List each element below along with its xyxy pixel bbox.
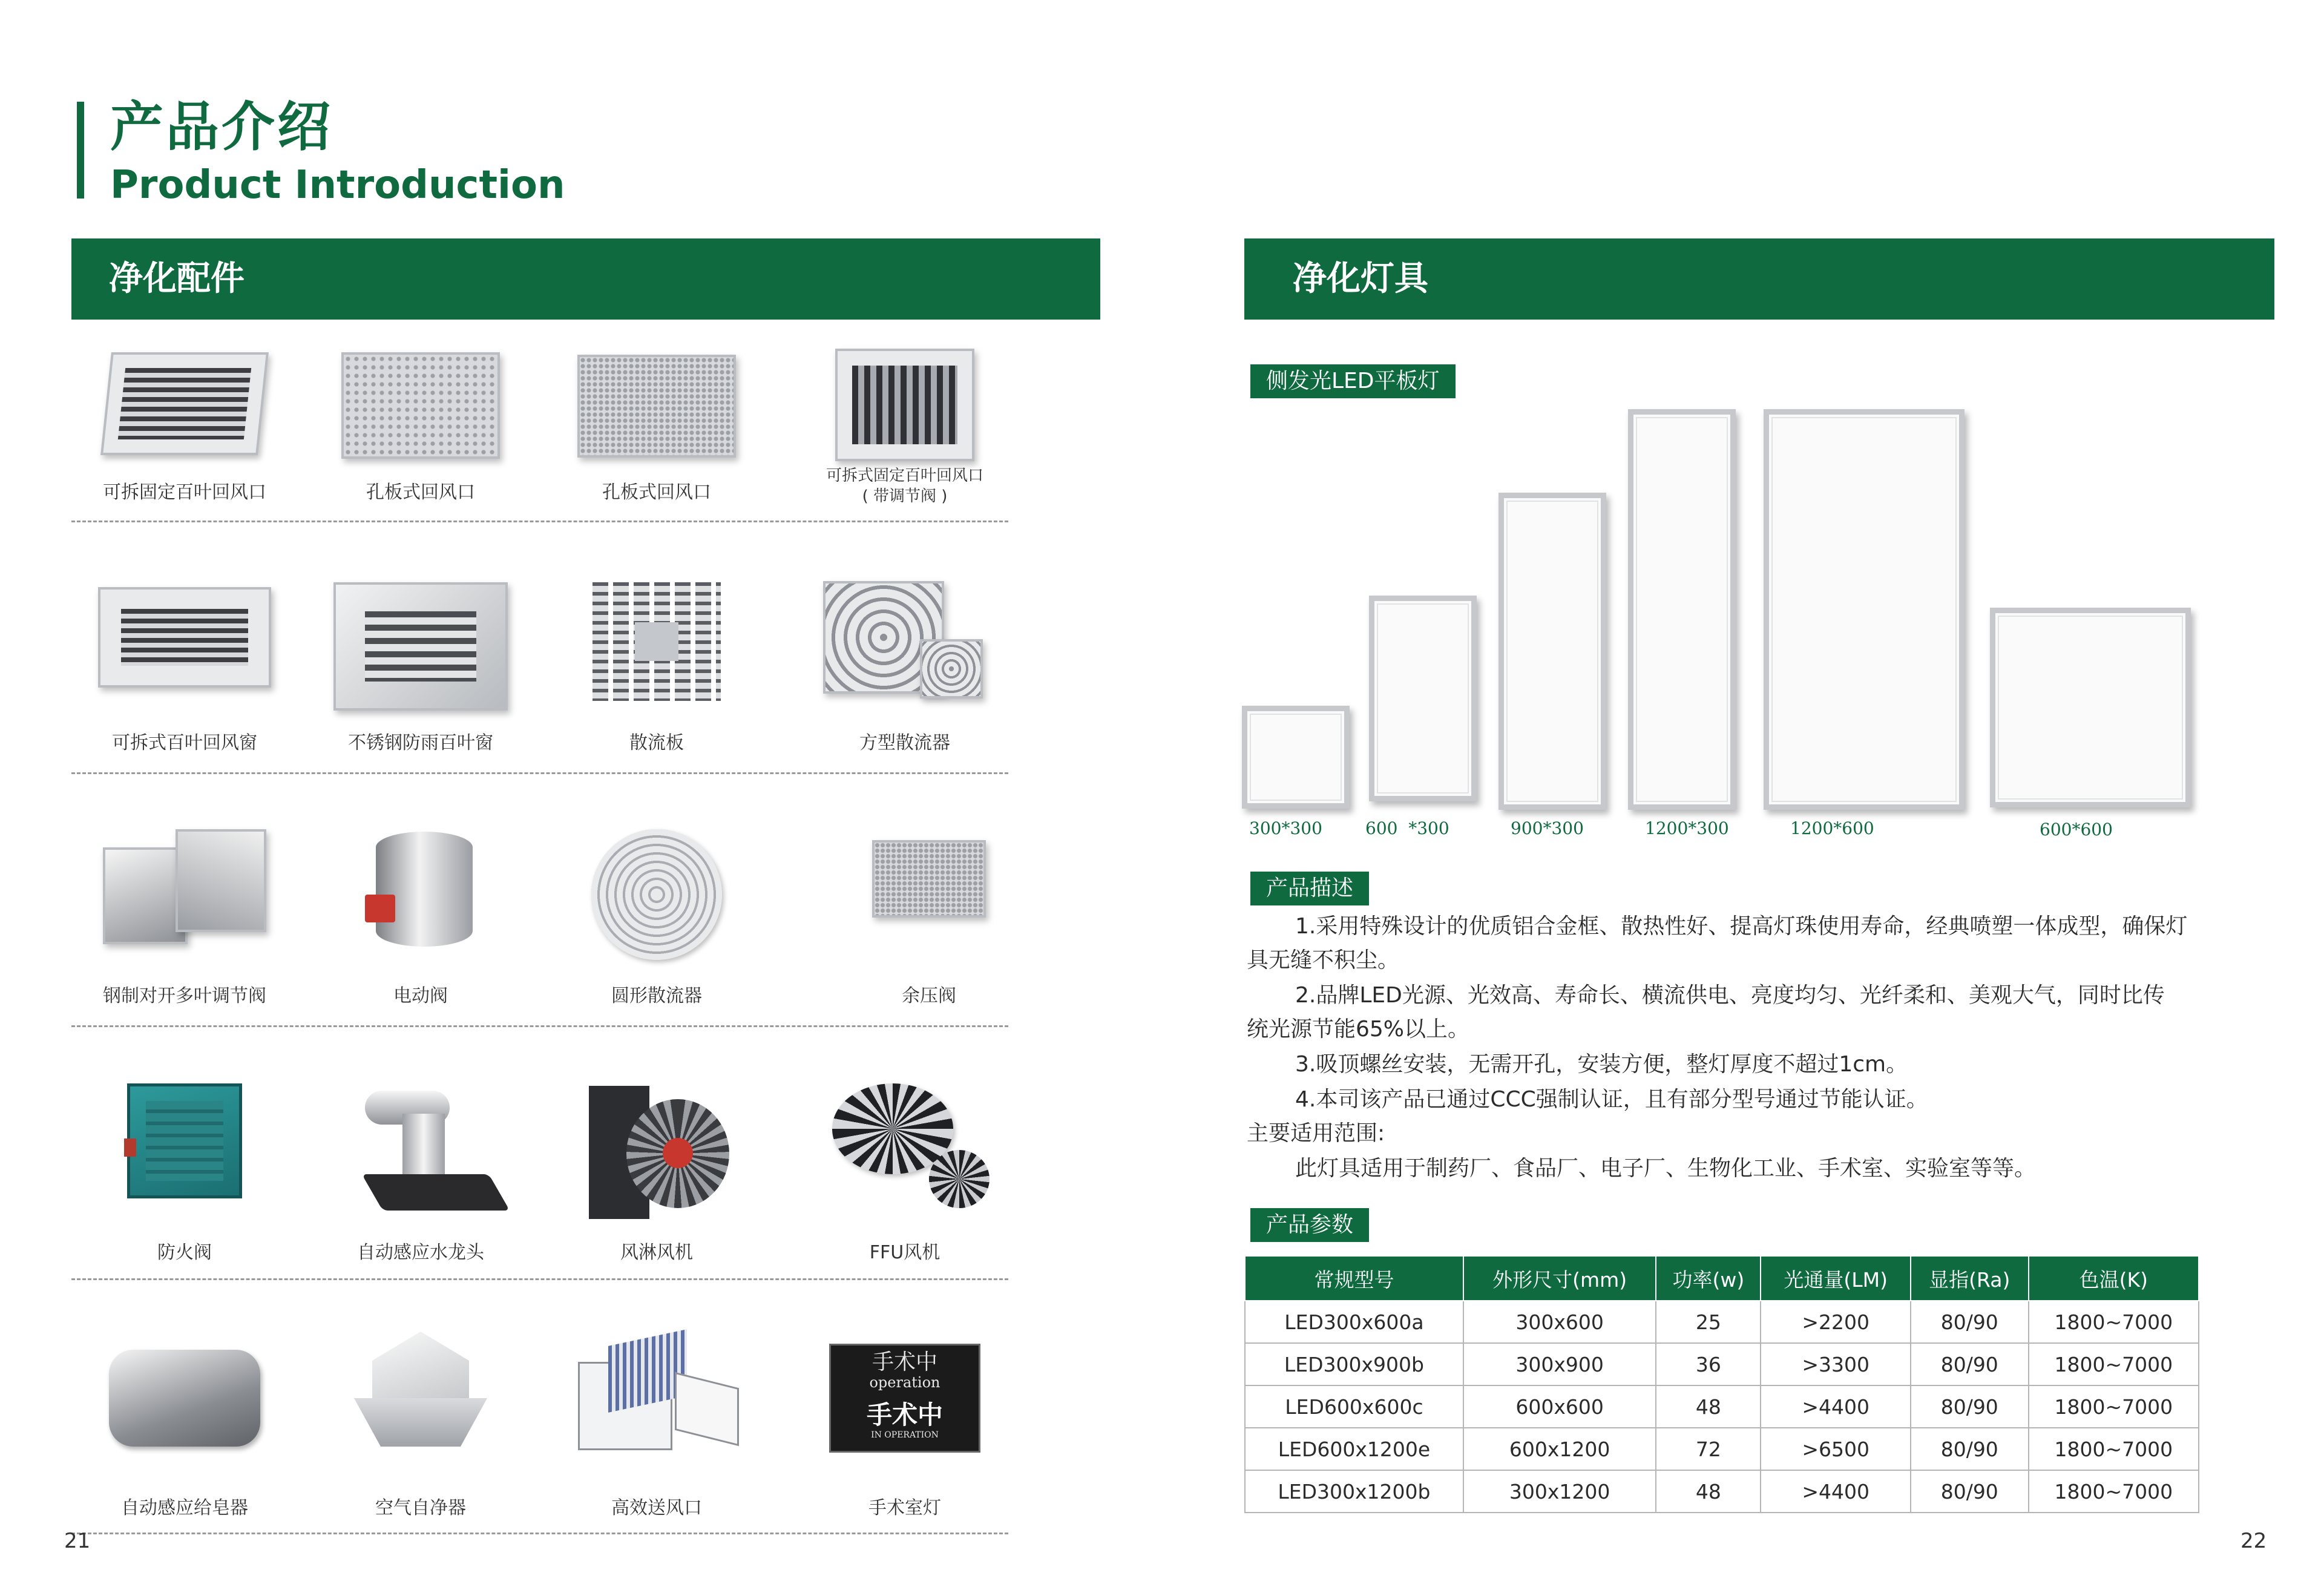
pressure-relief-valve-image [872,840,986,918]
table-cell: >4400 [1761,1470,1910,1513]
title-accent-bar [77,102,84,199]
table-cell: LED300x600a [1245,1301,1463,1343]
operating-room-sign-image [829,1344,980,1453]
table-cell: 1800~7000 [2029,1301,2199,1343]
description-line: 此灯具适用于制药厂、食品厂、电子厂、生物化工业、手术室、实验室等等。 [1295,1156,2037,1181]
led-panel-900x300 [1498,493,1606,810]
table-cell: 48 [1656,1385,1761,1428]
description-tag: 产品描述 [1250,872,1369,905]
table-cell: LED300x1200b [1245,1470,1463,1513]
louver-window-image [98,587,271,688]
sign-text: 手术中 [866,1400,943,1430]
description-line: 1.采用特殊设计的优质铝合金框、散热性好、提高灯珠使用寿命，经典喷塑一体成型，确保灯 [1295,914,2188,939]
column-header: 常规型号 [1245,1256,1463,1301]
product-label: 电动阀 [393,985,448,1007]
round-diffuser-image [591,829,722,960]
page-number-right: 22 [2240,1529,2267,1553]
product-label: FFU风机 [869,1242,940,1263]
product-label: 可拆式百叶回风窗 [112,732,257,754]
ffu-fan-image [814,1083,996,1217]
row-divider [71,1278,1008,1280]
product-card [787,339,1023,521]
table-cell: >4400 [1761,1385,1910,1428]
product-label: 孔板式回风口 [602,482,711,503]
description-line: 统光源节能65%以上。 [1247,1017,1470,1042]
panel-size-label: 1200*600 [1790,818,1874,838]
table-row [1245,1470,2199,1513]
table-row [1245,1385,2199,1428]
fire-damper-image [127,1083,242,1198]
product-card [811,823,1047,1005]
panel-size-label: 900*300 [1511,818,1584,838]
air-purifier-image [348,1332,493,1459]
table-row [1245,1301,2199,1343]
product-card [67,339,303,521]
table-cell: >3300 [1761,1343,1910,1385]
product-label: 可拆式固定百叶回风口 [826,467,983,485]
table-cell: 80/90 [1911,1343,2029,1385]
product-card [787,581,1023,763]
table-cell: 80/90 [1911,1470,2029,1513]
louver-damper-grille-image [835,349,974,461]
table-cell: 300x1200 [1463,1470,1656,1513]
square-diffuser-image [823,581,986,702]
table-cell: >2200 [1761,1301,1910,1343]
product-label: 余压阀 [902,985,956,1007]
led-panel-1200x600 [1764,409,1965,810]
led-panel-1200x300 [1628,409,1736,810]
led-panel-600x300 [1369,596,1477,801]
air-shower-fan-image [584,1083,729,1224]
params-tag: 产品参数 [1250,1208,1369,1242]
column-header: 外形尺寸(mm) [1463,1256,1656,1301]
product-label: 自动感应给皂器 [121,1497,248,1519]
column-header: 功率(w) [1656,1256,1761,1301]
row-divider [71,1533,1008,1534]
multi-blade-damper-image [97,823,272,956]
table-cell: 1800~7000 [2029,1343,2199,1385]
product-label: 高效送风口 [611,1497,702,1519]
product-label: 圆形散流器 [611,985,702,1007]
table-cell: 600x600 [1463,1385,1656,1428]
product-card [303,339,539,521]
perforated-grille-image [341,352,500,459]
product-label-sub: ( 带调节阀 ) [862,487,948,505]
product-label: 可拆固定百叶回风口 [103,482,266,503]
product-card [67,581,303,763]
table-cell: 25 [1656,1301,1761,1343]
description-line: 3.吸顶螺丝安装，无需开孔，安装方便，整灯厚度不超过1cm。 [1295,1052,1908,1077]
panel-size-label: 600*600 [2040,820,2113,840]
table-cell: 80/90 [1911,1301,2029,1343]
table-header-row [1245,1256,2199,1301]
product-card [303,581,539,763]
section-header-lighting: 净化灯具 [1244,238,2274,320]
soap-dispenser-image [109,1350,260,1447]
column-header: 显指(Ra) [1911,1256,2029,1301]
table-cell: LED600x600c [1245,1385,1463,1428]
product-label: 空气自净器 [375,1497,466,1519]
louver-grille-image [100,352,269,455]
table-cell: 600x1200 [1463,1428,1656,1470]
description-line: 具无缝不积尘。 [1247,948,1400,973]
page-number-left: 21 [64,1529,91,1553]
product-label: 不锈钢防雨百叶窗 [348,732,493,754]
sign-text: operation [869,1374,940,1391]
perforated-grille-image [577,355,736,458]
product-label: 风淋风机 [620,1242,693,1263]
led-panel-300x300 [1242,706,1350,809]
table-cell: 48 [1656,1470,1761,1513]
table-cell: LED300x900b [1245,1343,1463,1385]
table-cell: 1800~7000 [2029,1428,2199,1470]
product-card [539,581,775,763]
section-header-accessories: 净化配件 [71,238,1100,320]
table-cell: 80/90 [1911,1385,2029,1428]
product-card [303,1332,539,1519]
table-cell: LED600x1200e [1245,1428,1463,1470]
product-label: 方型散流器 [859,732,950,754]
table-row [1245,1343,2199,1385]
product-card [787,1083,1023,1265]
table-cell: 1800~7000 [2029,1470,2199,1513]
product-card [303,823,539,1005]
product-card [539,1083,775,1265]
page-title-cn: 产品介绍 [110,96,333,158]
table-cell: 300x900 [1463,1343,1656,1385]
product-label: 自动感应水龙头 [357,1242,484,1263]
column-header: 光通量(LM) [1761,1256,1910,1301]
rain-louver-image [333,582,508,711]
sign-text: IN OPERATION [871,1430,939,1440]
table-cell: 36 [1656,1343,1761,1385]
product-card [67,1083,303,1265]
params-table [1244,1255,2199,1513]
product-card [67,823,303,1005]
table-cell: >6500 [1761,1428,1910,1470]
product-label: 散流板 [629,732,684,754]
description-line: 4.本司该产品已通过CCC强制认证，且有部分型号通过节能认证。 [1295,1087,1928,1112]
table-cell: 1800~7000 [2029,1385,2199,1428]
table-cell: 80/90 [1911,1428,2029,1470]
table-cell: 300x600 [1463,1301,1656,1343]
table-cell: 72 [1656,1428,1761,1470]
row-divider [71,521,1008,522]
hepa-outlet-image [572,1332,741,1459]
product-card [539,339,775,521]
product-card [539,823,775,1005]
column-header: 色温(K) [2029,1256,2199,1301]
panel-size-label: 300*300 [1249,818,1322,838]
row-divider [71,1025,1008,1027]
product-label: 孔板式回风口 [366,482,475,503]
table-row [1245,1428,2199,1470]
diffuser-plate-image [592,582,721,701]
description-line: 2.品牌LED光源、光效高、寿命长、横流供电、亮度均匀、光纤柔和、美观大气，同时比传 [1295,983,2165,1008]
led-panel-600x600 [1990,608,2191,807]
product-label: 钢制对开多叶调节阀 [103,985,266,1007]
product-card [67,1332,303,1519]
panel-size-label: 1200*300 [1645,818,1729,838]
product-card [787,1332,1023,1519]
product-tag: 侧发光LED平板灯 [1250,364,1456,398]
electric-valve-image [360,829,481,950]
auto-faucet-image [330,1083,511,1220]
product-label: 防火阀 [157,1242,212,1263]
sign-text: 手术中 [872,1350,937,1375]
row-divider [71,772,1008,774]
product-card [303,1083,539,1265]
page-title-en: Product Introduction [110,163,565,208]
panel-size-label: 600 *300 [1365,818,1449,838]
description-line: 主要适用范围: [1247,1121,1385,1146]
product-label: 手术室灯 [868,1497,941,1519]
product-card [539,1332,775,1519]
